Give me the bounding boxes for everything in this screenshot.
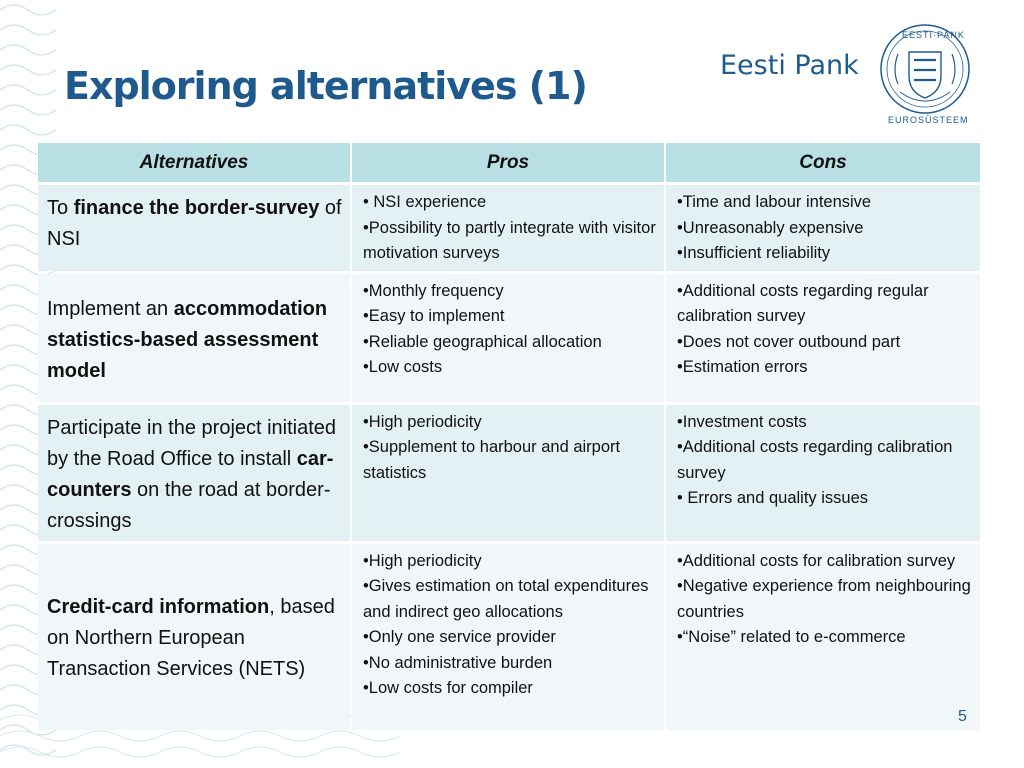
- list-item: • Negative experience from neighbouring countries: [677, 574, 974, 625]
- list-item: • Possibility to partly integrate with visitor motivation surveys: [363, 216, 658, 267]
- list-item: • Investment costs: [677, 410, 974, 436]
- list-item: • Unreasonably expensive: [677, 216, 974, 242]
- seal-bottom-text: EUROSÜSTEEM: [888, 115, 969, 125]
- table-row: [38, 274, 980, 402]
- list-item: • Only one service provider: [363, 625, 658, 651]
- slide-title: Exploring alternatives (1): [64, 64, 587, 108]
- cons-cell: [666, 544, 980, 730]
- list-item: • Low costs for compiler: [363, 676, 658, 702]
- list-item: • Supplement to harbour and airport statistics: [363, 435, 658, 486]
- seal-top-text: EESTI·PANK: [902, 30, 965, 40]
- list-item: • Errors and quality issues: [677, 486, 974, 512]
- list-item: • High periodicity: [363, 410, 658, 436]
- list-item: • Insufficient reliability: [677, 241, 974, 267]
- cons-cell: [666, 274, 980, 402]
- list-item: • Monthly frequency: [363, 279, 658, 305]
- cons-cell: [666, 185, 980, 271]
- list-item: • NSI experience: [363, 190, 658, 216]
- list-item: • Additional costs for calibration survey: [677, 549, 974, 575]
- list-item: • Reliable geographical allocation: [363, 330, 658, 356]
- alternative-cell: Credit-card information, based on Northern European Transaction Services (NETS): [38, 544, 350, 730]
- pros-cell: [352, 185, 664, 271]
- table-row: [38, 544, 980, 730]
- list-item: • Gives estimation on total expenditures and indirect geo allocations: [363, 574, 658, 625]
- list-item: • Time and labour intensive: [677, 190, 974, 216]
- pros-cell: [352, 274, 664, 402]
- list-item: • Does not cover outbound part: [677, 330, 974, 356]
- table-row: [38, 405, 980, 541]
- header-alternatives: Alternatives: [38, 143, 350, 182]
- alternatives-table: [36, 140, 982, 733]
- table-header-row: [38, 143, 980, 182]
- list-item: • Estimation errors: [677, 355, 974, 381]
- header-pros: Pros: [352, 143, 664, 182]
- brand-name: Eesti Pank: [720, 50, 859, 81]
- list-item: • No administrative burden: [363, 651, 658, 677]
- alternative-cell: Implement an accommodation statistics-based assessment model: [38, 274, 350, 402]
- alternative-cell: Participate in the project initiated by the Road Office to install car-counters on the road at border-crossings: [38, 405, 350, 541]
- list-item: • High periodicity: [363, 549, 658, 575]
- header-cons: Cons: [666, 143, 980, 182]
- pros-cell: [352, 405, 664, 541]
- list-item: • “Noise” related to e-commerce: [677, 625, 974, 651]
- table-row: [38, 185, 980, 271]
- alternative-cell: To finance the border-survey of NSI: [38, 185, 350, 271]
- list-item: • Additional costs regarding calibration survey: [677, 435, 974, 486]
- pros-cell: [352, 544, 664, 730]
- list-item: • Low costs: [363, 355, 658, 381]
- list-item: • Easy to implement: [363, 304, 658, 330]
- cons-cell: [666, 405, 980, 541]
- page-number: 5: [958, 708, 967, 725]
- list-item: • Additional costs regarding regular calibration survey: [677, 279, 974, 330]
